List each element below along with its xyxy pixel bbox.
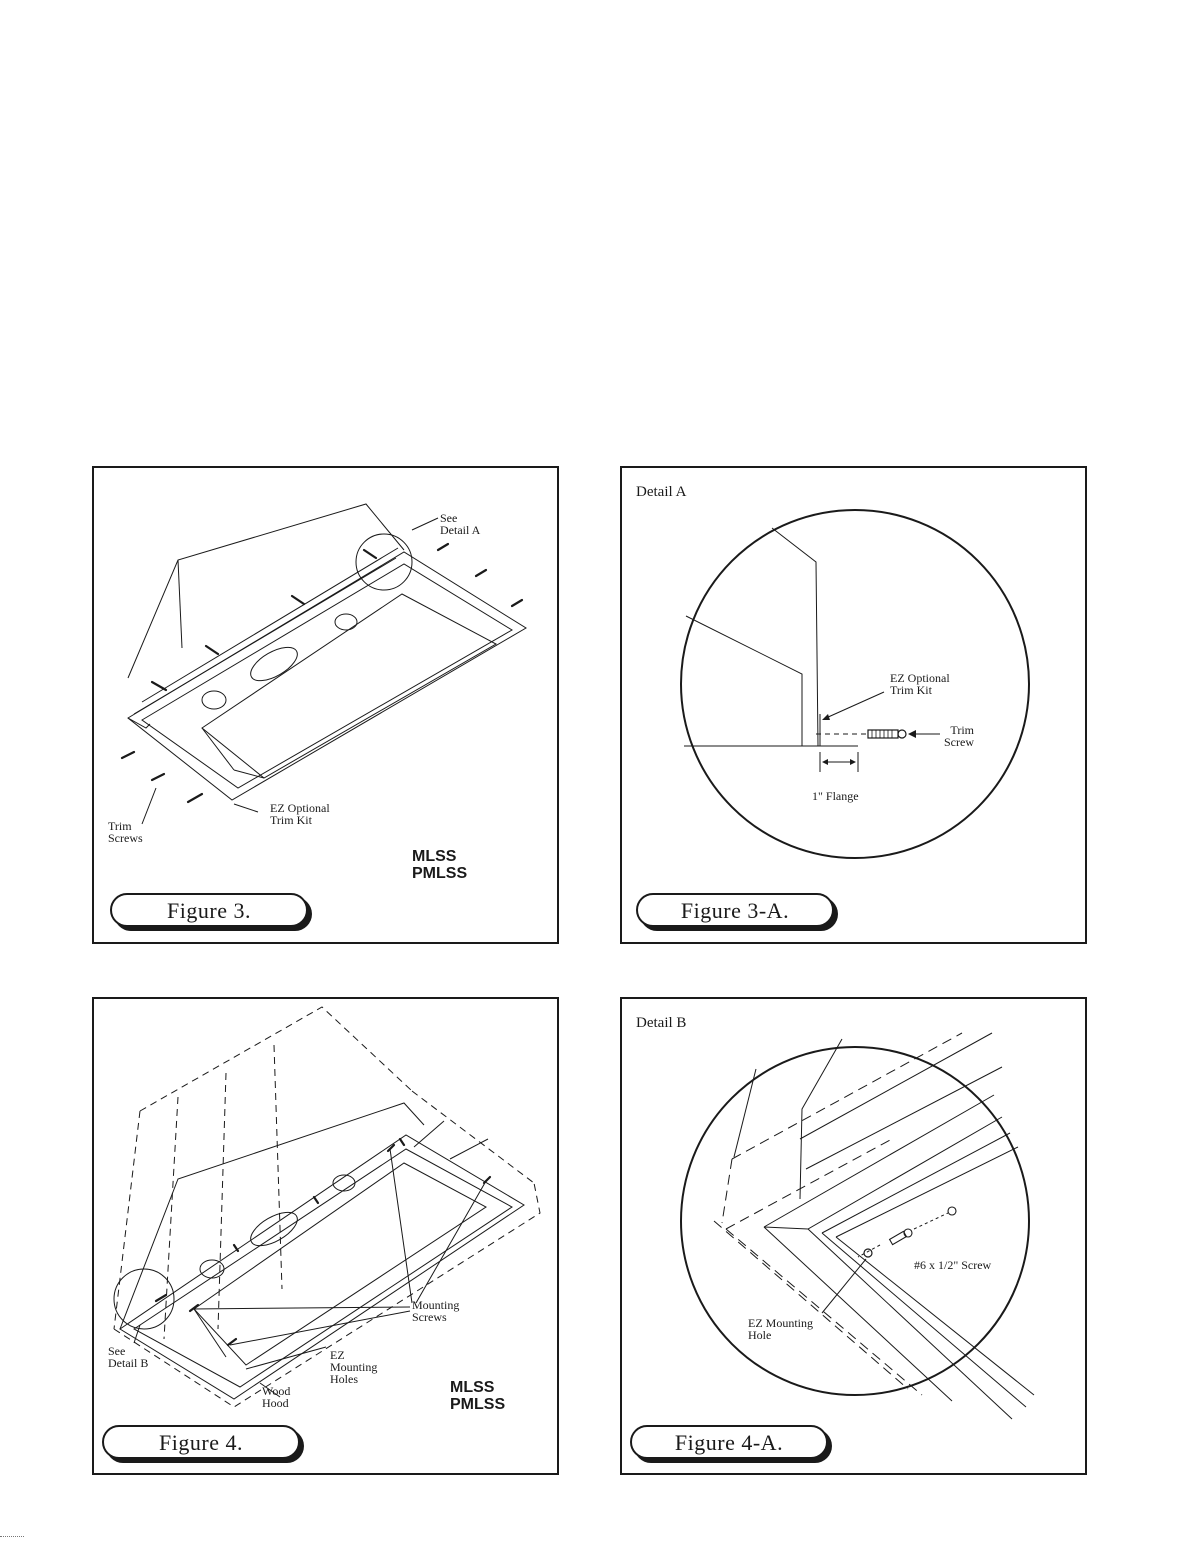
range-hood-insert-drawing: [94, 468, 557, 942]
page-edge-mark: [0, 1536, 24, 1539]
model-numbers: MLSS PMLSS: [450, 1379, 506, 1413]
figure-badge: Figure 4-A.: [630, 1425, 828, 1459]
detail-a-drawing: [622, 468, 1085, 942]
see-detail-a-label: See Detail A: [440, 511, 481, 537]
detail-title: Detail A: [636, 484, 687, 500]
figure-3-panel: [92, 466, 559, 944]
mounting-holes-label: EZ Mounting Holes: [330, 1348, 378, 1386]
flange-label: 1" Flange: [812, 789, 859, 803]
figure-badge: Figure 3.: [110, 893, 308, 927]
model-numbers: MLSS PMLSS: [412, 848, 468, 882]
figure-4-panel: [92, 997, 559, 1475]
mounting-screws-label: Mounting Screws: [412, 1298, 460, 1324]
see-detail-b-label: See Detail B: [108, 1344, 149, 1370]
trim-kit-label: EZ Optional Trim Kit: [890, 671, 950, 697]
detail-title: Detail B: [636, 1015, 687, 1031]
detail-b-drawing: [622, 999, 1085, 1473]
figure-3a-panel: [620, 466, 1087, 944]
trim-screw-label: Trim Screw: [944, 723, 974, 749]
figure-4a-panel: [620, 997, 1087, 1475]
screw-size-label: #6 x 1/2" Screw: [914, 1258, 992, 1272]
figure-badge: Figure 3-A.: [636, 893, 834, 927]
trim-kit-label: EZ Optional Trim Kit: [270, 801, 330, 827]
figure-badge: Figure 4.: [102, 1425, 300, 1459]
trim-screws-label: Trim Screws: [108, 819, 143, 845]
mounting-hole-label: EZ Mounting Hole: [748, 1316, 813, 1342]
wood-hood-label: Wood Hood: [262, 1384, 291, 1410]
